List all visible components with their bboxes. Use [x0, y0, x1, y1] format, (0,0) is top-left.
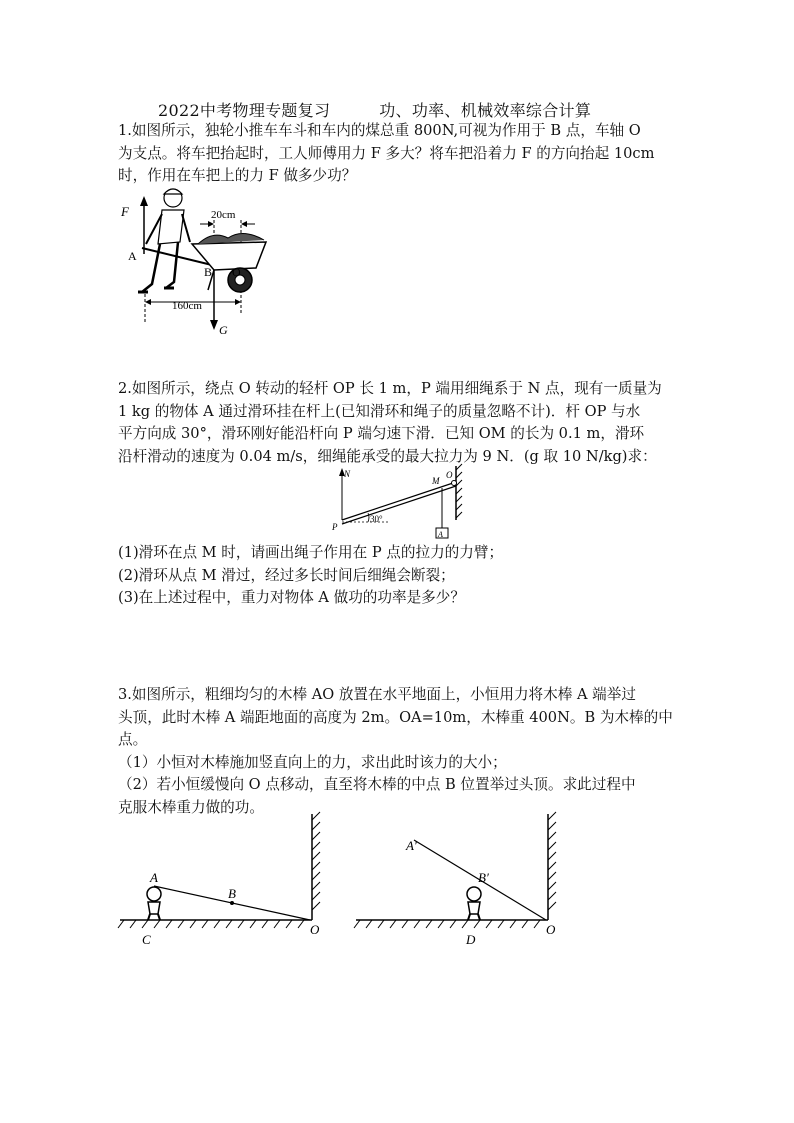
q3l-label-O: O — [310, 922, 320, 937]
lever-pulley-figure — [328, 462, 468, 542]
q2-sub-2: (2)滑环从点 M 滑过，经过多长时间后细绳会断裂； — [118, 566, 455, 584]
q3l-label-B: B — [228, 886, 236, 901]
q1-line-1: 1.如图所示，独轮小推车车斗和车内的煤总重 800N,可视为作用于 B 点，车轴 O — [118, 122, 641, 139]
q2-label-P: P — [332, 522, 338, 532]
q2-label-N: N — [344, 469, 351, 479]
q2-subquestions — [118, 542, 678, 610]
q3-sub-3: 克服木棒重力做的功。 — [118, 798, 264, 816]
q3-line-1: 3.如图所示，粗细均匀的木棒 AO 放置在水平地面上，小恒用力将木棒 A 端举过 — [118, 686, 636, 703]
rod-figure-right — [352, 810, 567, 950]
q3-sub-2: （2）若小恒缓慢向 O 点移动，直至将木棒的中点 B 位置举过头顶。求此过程中 — [118, 776, 636, 793]
q1-dim-20cm: 20cm — [211, 209, 236, 221]
q1-label-G: G — [219, 323, 228, 337]
q3-line-3: 点。 — [118, 731, 148, 748]
q2-line-1: 2.如图所示，绕点 O 转动的轻杆 OP 长 1 m，P 端用细绳系于 N 点，现有一质量为 — [118, 380, 662, 397]
q1-line-2: 为支点。将车把抬起时，工人师傅用力 F 多大？将车把沿着力 F 的方向抬起 10cm — [118, 144, 655, 162]
q2-line-4: 沿杆滑动的速度为 0.04 m/s，细绳能承受的最大拉力为 9 N．(g 取 10 N/kg)求： — [118, 447, 657, 465]
q2-line-3: 平方向成 30°，滑环刚好能沿杆向 P 端匀速下滑．已知 OM 的长为 0.1 m，滑环 — [118, 425, 645, 442]
question-3 — [118, 684, 678, 819]
q2-sub-3: (3)在上述过程中，重力对物体 A 做功的功率是多少？ — [118, 589, 465, 606]
q2-label-M: M — [432, 476, 440, 486]
question-2 — [118, 378, 678, 468]
q3l-label-A: A — [150, 870, 158, 885]
q2-sub-1: (1)滑环在点 M 时，请画出绳子作用在 P 点的拉力的力臂； — [118, 544, 504, 561]
q2-angle-label: 30° — [370, 514, 383, 524]
wheelbarrow-figure — [118, 184, 288, 344]
q3r-label-B: B′ — [478, 870, 489, 885]
q3r-label-D: D — [466, 932, 476, 947]
q2-label-A: A — [438, 530, 443, 539]
q3r-label-O: O — [546, 922, 556, 937]
q1-dim-160cm: 160cm — [172, 300, 202, 312]
q1-label-B: B — [204, 265, 213, 279]
q2-line-2: 1 kg 的物体 A 通过滑环挂在杆上(已知滑环和绳子的质量忽略不计)．杆 OP 与水 — [118, 402, 641, 420]
q1-label-O: O — [232, 265, 241, 279]
q3-sub-1: （1）小恒对木棒施加竖直向上的力，求出此时该力的大小； — [118, 753, 507, 771]
page-title: 2022中考物理专题复习 功、功率、机械效率综合计算 — [158, 101, 592, 120]
q1-label-F: F — [121, 204, 129, 219]
q2-label-O: O — [446, 470, 453, 480]
question-1 — [118, 120, 678, 188]
q1-label-A: A — [128, 249, 137, 263]
q3l-label-C: C — [142, 932, 151, 947]
q3-line-2: 头顶，此时木棒 A 端距地面的高度为 2m。OA=10m，木棒重 400N。B 为木棒的中 — [118, 708, 673, 726]
q3r-label-A: A′ — [406, 838, 417, 853]
q1-line-3: 时，作用在车把上的力 F 做多少功？ — [118, 167, 357, 184]
rod-figure-left — [116, 810, 331, 950]
